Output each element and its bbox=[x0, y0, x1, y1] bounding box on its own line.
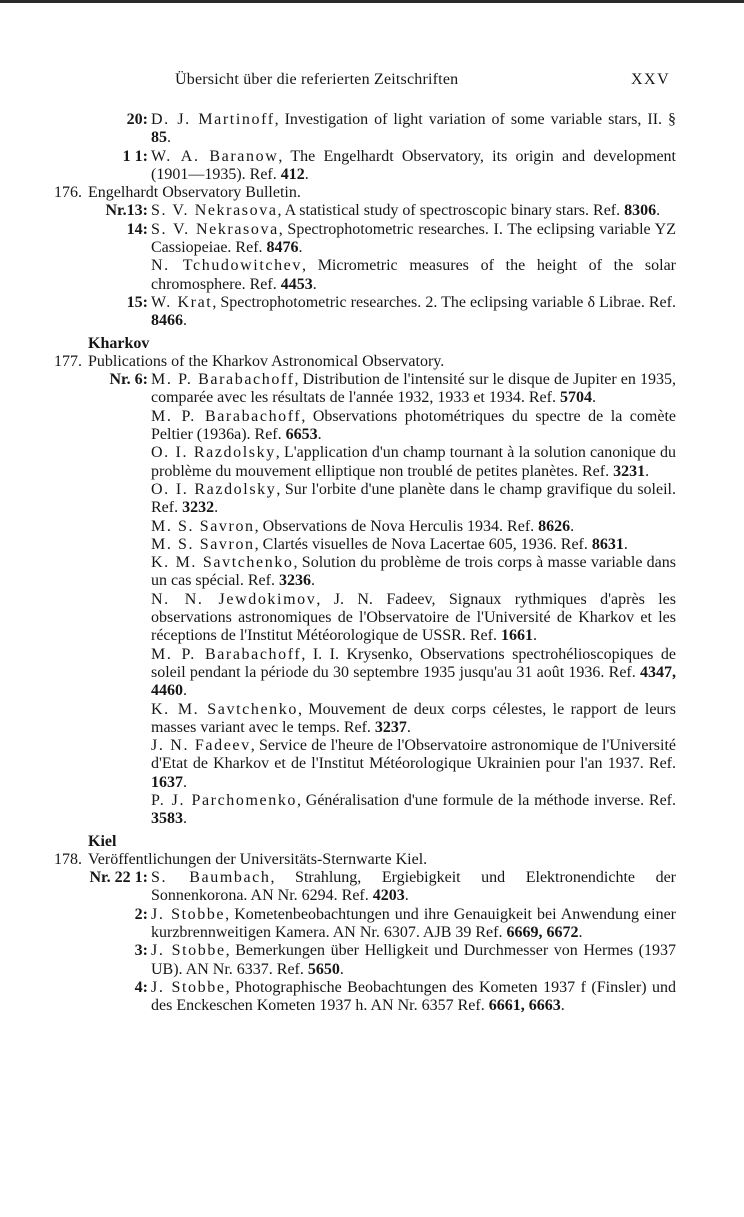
issue-label: 20: bbox=[126, 111, 148, 128]
issue-label: Nr. 22 1: bbox=[89, 869, 148, 887]
author-name: M. P. Barabachoff bbox=[151, 371, 295, 389]
entry-end: . bbox=[317, 426, 322, 444]
entry-body: , Photographische Beobachtungen des Kometen 1937 f (Finsler) und des Enckeschen Kometen 1937 h. AN Nr. 6357 Ref. bbox=[151, 978, 677, 1015]
reference-entry bbox=[0, 257, 744, 294]
entry-end: . bbox=[167, 129, 171, 147]
reference-number: 4347, 4460 bbox=[151, 663, 676, 700]
entry-text bbox=[151, 221, 676, 258]
journal-entry bbox=[0, 353, 744, 371]
entry-text bbox=[151, 408, 676, 445]
entry-end: . bbox=[404, 887, 409, 905]
top-rule bbox=[0, 0, 744, 3]
author-name: S. V. Nekrasova bbox=[151, 202, 278, 220]
reference-entry bbox=[0, 408, 744, 445]
reference-number: 1637 bbox=[151, 773, 183, 791]
reference-entry bbox=[0, 792, 744, 829]
entry-end: . bbox=[304, 165, 309, 183]
reference-entry bbox=[0, 294, 744, 331]
entry-end: . bbox=[560, 997, 565, 1015]
entry-end: . bbox=[183, 682, 187, 700]
author-name: M. P. Barabachoff bbox=[151, 645, 302, 663]
author-name: O. I. Razdolsky bbox=[151, 480, 277, 498]
reference-number: 8306 bbox=[624, 202, 657, 220]
entry-body: , L'application d'un champ tournant à la solution canonique du problème du mouvement elliptique non troublé de petites planètes. Ref. bbox=[151, 444, 676, 480]
entry-body: , Clartés visuelles de Nova Lacertae 605, 1936. Ref. bbox=[254, 535, 592, 553]
reference-number: 3583 bbox=[151, 810, 183, 828]
author-name: P. J. Parchomenko bbox=[151, 791, 298, 809]
entry-end: . bbox=[214, 499, 219, 517]
reference-entry bbox=[0, 737, 744, 792]
author-name: S. Baumbach bbox=[151, 869, 271, 887]
issue-label: 3: bbox=[134, 942, 148, 960]
reference-entry bbox=[0, 221, 744, 258]
entry-text bbox=[151, 518, 676, 536]
entry-text bbox=[151, 111, 676, 148]
reference-number: 3231 bbox=[613, 462, 646, 480]
journal-number: 178. bbox=[54, 850, 82, 868]
entry-text bbox=[151, 737, 676, 792]
section-heading: Kharkov bbox=[88, 334, 150, 352]
reference-number: 4203 bbox=[372, 887, 405, 905]
author-name: O. I. Razdolsky bbox=[151, 444, 276, 462]
entry-body: , Strahlung, Ergiebigkeit und Elektronendichte der Sonnenkorona. AN Nr. 6294. Ref. bbox=[151, 869, 677, 905]
reference-number: 6661, 6663 bbox=[488, 997, 561, 1015]
entry-text bbox=[151, 591, 676, 646]
author-name: K. M. Savtchenko bbox=[151, 554, 294, 572]
entry-body: , The Engelhardt Observatory, its origin and development (1901—1935). Ref. bbox=[151, 147, 676, 183]
reference-number: 8466 bbox=[151, 312, 183, 330]
entry-text bbox=[151, 444, 676, 481]
author-name: M. S. Savron bbox=[151, 517, 255, 535]
author-name: M. S. Savron bbox=[151, 535, 255, 553]
author-name: J. Stobbe bbox=[151, 905, 226, 923]
journal-entry bbox=[0, 184, 744, 202]
reference-entry bbox=[0, 536, 744, 554]
entry-text bbox=[151, 906, 676, 943]
reference-entry bbox=[0, 646, 744, 701]
author-name: W. Krat bbox=[151, 293, 213, 311]
reference-entry bbox=[0, 148, 744, 185]
header-page-number: XXV bbox=[631, 71, 671, 88]
entry-end: . bbox=[570, 517, 575, 535]
entry-end: . bbox=[298, 239, 303, 257]
reference-number: 6669, 6672 bbox=[506, 924, 579, 942]
entry-body: , Observations de Nova Herculis 1934. Ref. bbox=[254, 517, 539, 535]
author-name: W. A. Baranow bbox=[151, 147, 279, 165]
reference-entry bbox=[0, 869, 744, 906]
issue-label: 14: bbox=[126, 220, 148, 238]
entry-end: . bbox=[656, 202, 661, 220]
reference-entry bbox=[0, 481, 744, 518]
author-name: J. Stobbe bbox=[151, 978, 226, 996]
entry-end: . bbox=[312, 275, 317, 293]
journal-number: 176. bbox=[54, 184, 82, 202]
reference-number: 85 bbox=[151, 129, 167, 147]
issue-label: 2: bbox=[134, 905, 148, 923]
author-name: S. V. Nekrasova bbox=[151, 220, 279, 238]
entry-body: , Service de l'heure de l'Observatoire astronomique de l'Université d'Etat de Kharkov et de l'Institut Météorologique Ukrainien pour l'an 1937. Ref. bbox=[151, 737, 677, 773]
entry-end: . bbox=[645, 462, 650, 480]
entry-end: . bbox=[183, 810, 187, 828]
reference-entry bbox=[0, 202, 744, 220]
journal-number: 177. bbox=[54, 352, 82, 370]
reference-number: 8626 bbox=[538, 517, 571, 535]
entry-end: . bbox=[623, 535, 628, 553]
reference-entry bbox=[0, 591, 744, 646]
reference-number: 8631 bbox=[591, 535, 624, 553]
entry-text bbox=[151, 979, 676, 1016]
header-title: Übersicht über die referierten Zeitschriften bbox=[175, 71, 459, 88]
entry-text bbox=[151, 148, 676, 185]
entry-end: . bbox=[183, 312, 187, 330]
entry-text bbox=[151, 942, 676, 979]
reference-number: 412 bbox=[280, 165, 305, 183]
section-heading: Kiel bbox=[88, 832, 117, 850]
reference-entry bbox=[0, 371, 744, 408]
author-name: N. N. Jewdokimov bbox=[151, 590, 317, 608]
entry-body: , Solution du problème de trois corps à masse variable dans un cas spécial. Ref. bbox=[151, 554, 676, 590]
reference-number: 6653 bbox=[285, 426, 318, 444]
entry-end: . bbox=[339, 960, 344, 978]
entry-text bbox=[151, 371, 676, 408]
entry-text bbox=[151, 536, 676, 554]
entry-text bbox=[151, 257, 676, 294]
issue-label: 4: bbox=[134, 978, 148, 996]
entry-text bbox=[151, 646, 676, 701]
reference-entry bbox=[0, 554, 744, 591]
reference-number: 5650 bbox=[307, 960, 340, 978]
entry-body: , Mouvement de deux corps célestes, le rapport de leurs masses variant avec le temps. Ref. bbox=[151, 700, 676, 736]
issue-label: Nr. 6: bbox=[109, 371, 148, 389]
entry-text bbox=[151, 701, 676, 738]
author-name: K. M. Savtchenko bbox=[151, 700, 298, 718]
journal-title: Publications of the Kharkov Astronomical Observatory. bbox=[88, 352, 445, 370]
entry-text bbox=[151, 202, 676, 220]
journal-entry bbox=[0, 851, 744, 869]
running-header bbox=[0, 71, 744, 93]
reference-entry bbox=[0, 979, 744, 1016]
reference-entry bbox=[0, 518, 744, 536]
reference-number: 4453 bbox=[280, 275, 313, 293]
issue-label: Nr.13: bbox=[105, 202, 148, 220]
reference-number: 5704 bbox=[559, 389, 592, 407]
entry-body: , J. N. Fadeev, Signaux rythmiques d'après les observations astronomiques de l'Observatoire de l'Université de Kharkov et les réceptions de l'Institut Météorologique de USSR. Ref. bbox=[151, 590, 677, 645]
author-name: N. Tchudowitchev bbox=[151, 257, 302, 275]
entry-end: . bbox=[591, 389, 596, 407]
entry-body: , Généralisation d'une formule de la méthode inverse. Ref. bbox=[297, 791, 676, 809]
author-name: D. J. Martinoff bbox=[151, 111, 275, 128]
entry-body: , Observations photométriques du spectre de la comète Peltier (1936a). Ref. bbox=[151, 407, 676, 444]
entry-body: , Investigation of light variation of some variable stars, II. § bbox=[274, 111, 676, 128]
entry-text bbox=[151, 481, 676, 518]
issue-label: 15: bbox=[126, 293, 148, 311]
reference-number: 8476 bbox=[266, 239, 299, 257]
entry-body: , Sur l'orbite d'une planète dans le champ gravifique du soleil. Ref. bbox=[151, 480, 676, 517]
journal-title: Engelhardt Observatory Bulletin. bbox=[88, 184, 301, 202]
reference-entry bbox=[0, 906, 744, 943]
entry-body: , Spectrophotometric researches. 2. The eclipsing variable δ Librae. Ref. bbox=[212, 293, 676, 311]
reference-number: 3236 bbox=[278, 572, 311, 590]
entry-text bbox=[151, 294, 676, 331]
document-body bbox=[0, 111, 744, 1016]
entry-text bbox=[151, 869, 676, 906]
author-name: J. Stobbe bbox=[151, 942, 226, 960]
entry-end: . bbox=[310, 572, 315, 590]
entry-body: , I. I. Krysenko, Observations spectrohélioscopiques de soleil pendant la période du 30 septembre 1935 jusqu'au 31 août 1936. Ref. bbox=[151, 645, 676, 681]
entry-end: . bbox=[578, 924, 583, 942]
reference-entry bbox=[0, 444, 744, 481]
author-name: M. P. Barabachoff bbox=[151, 407, 302, 425]
reference-entry bbox=[0, 111, 744, 148]
reference-entry bbox=[0, 942, 744, 979]
issue-label: 1 1: bbox=[122, 147, 148, 165]
entry-body: , Spectrophotometric researches. I. The eclipsing variable YZ Cassiopeiae. Ref. bbox=[151, 220, 676, 257]
entry-end: . bbox=[406, 718, 411, 736]
entry-end: . bbox=[183, 773, 187, 791]
journal-title: Veröffentlichungen der Universitäts-Sternwarte Kiel. bbox=[88, 850, 428, 868]
reference-number: 3232 bbox=[182, 499, 215, 517]
reference-number: 1661 bbox=[500, 627, 533, 645]
author-name: J. N. Fadeev bbox=[151, 737, 251, 755]
reference-entry bbox=[0, 701, 744, 738]
entry-body: , Bemerkungen über Helligkeit und Durchmesser von Hermes (1937 UB). AN Nr. 6337. Ref. bbox=[151, 942, 676, 978]
entry-body: , Micrometric measures of the height of the solar chromosphere. Ref. bbox=[151, 257, 676, 293]
entry-end: . bbox=[532, 627, 537, 645]
entry-body: , A statistical study of spectroscopic binary stars. Ref. bbox=[277, 202, 625, 220]
entry-body: , Kometenbeobachtungen und ihre Genauigkeit bei Anwendung einer kurzbrennweitigen Kamera. AN Nr. 6307. AJB 39 Ref. bbox=[151, 905, 676, 942]
reference-number: 3237 bbox=[374, 718, 407, 736]
entry-text bbox=[151, 792, 676, 829]
entry-text bbox=[151, 554, 676, 591]
entry-body: , Distribution de l'intensité sur le disque de Jupiter en 1935, comparée avec les résultats de l'année 1932, 1933 et 1934. Ref. bbox=[151, 371, 677, 407]
